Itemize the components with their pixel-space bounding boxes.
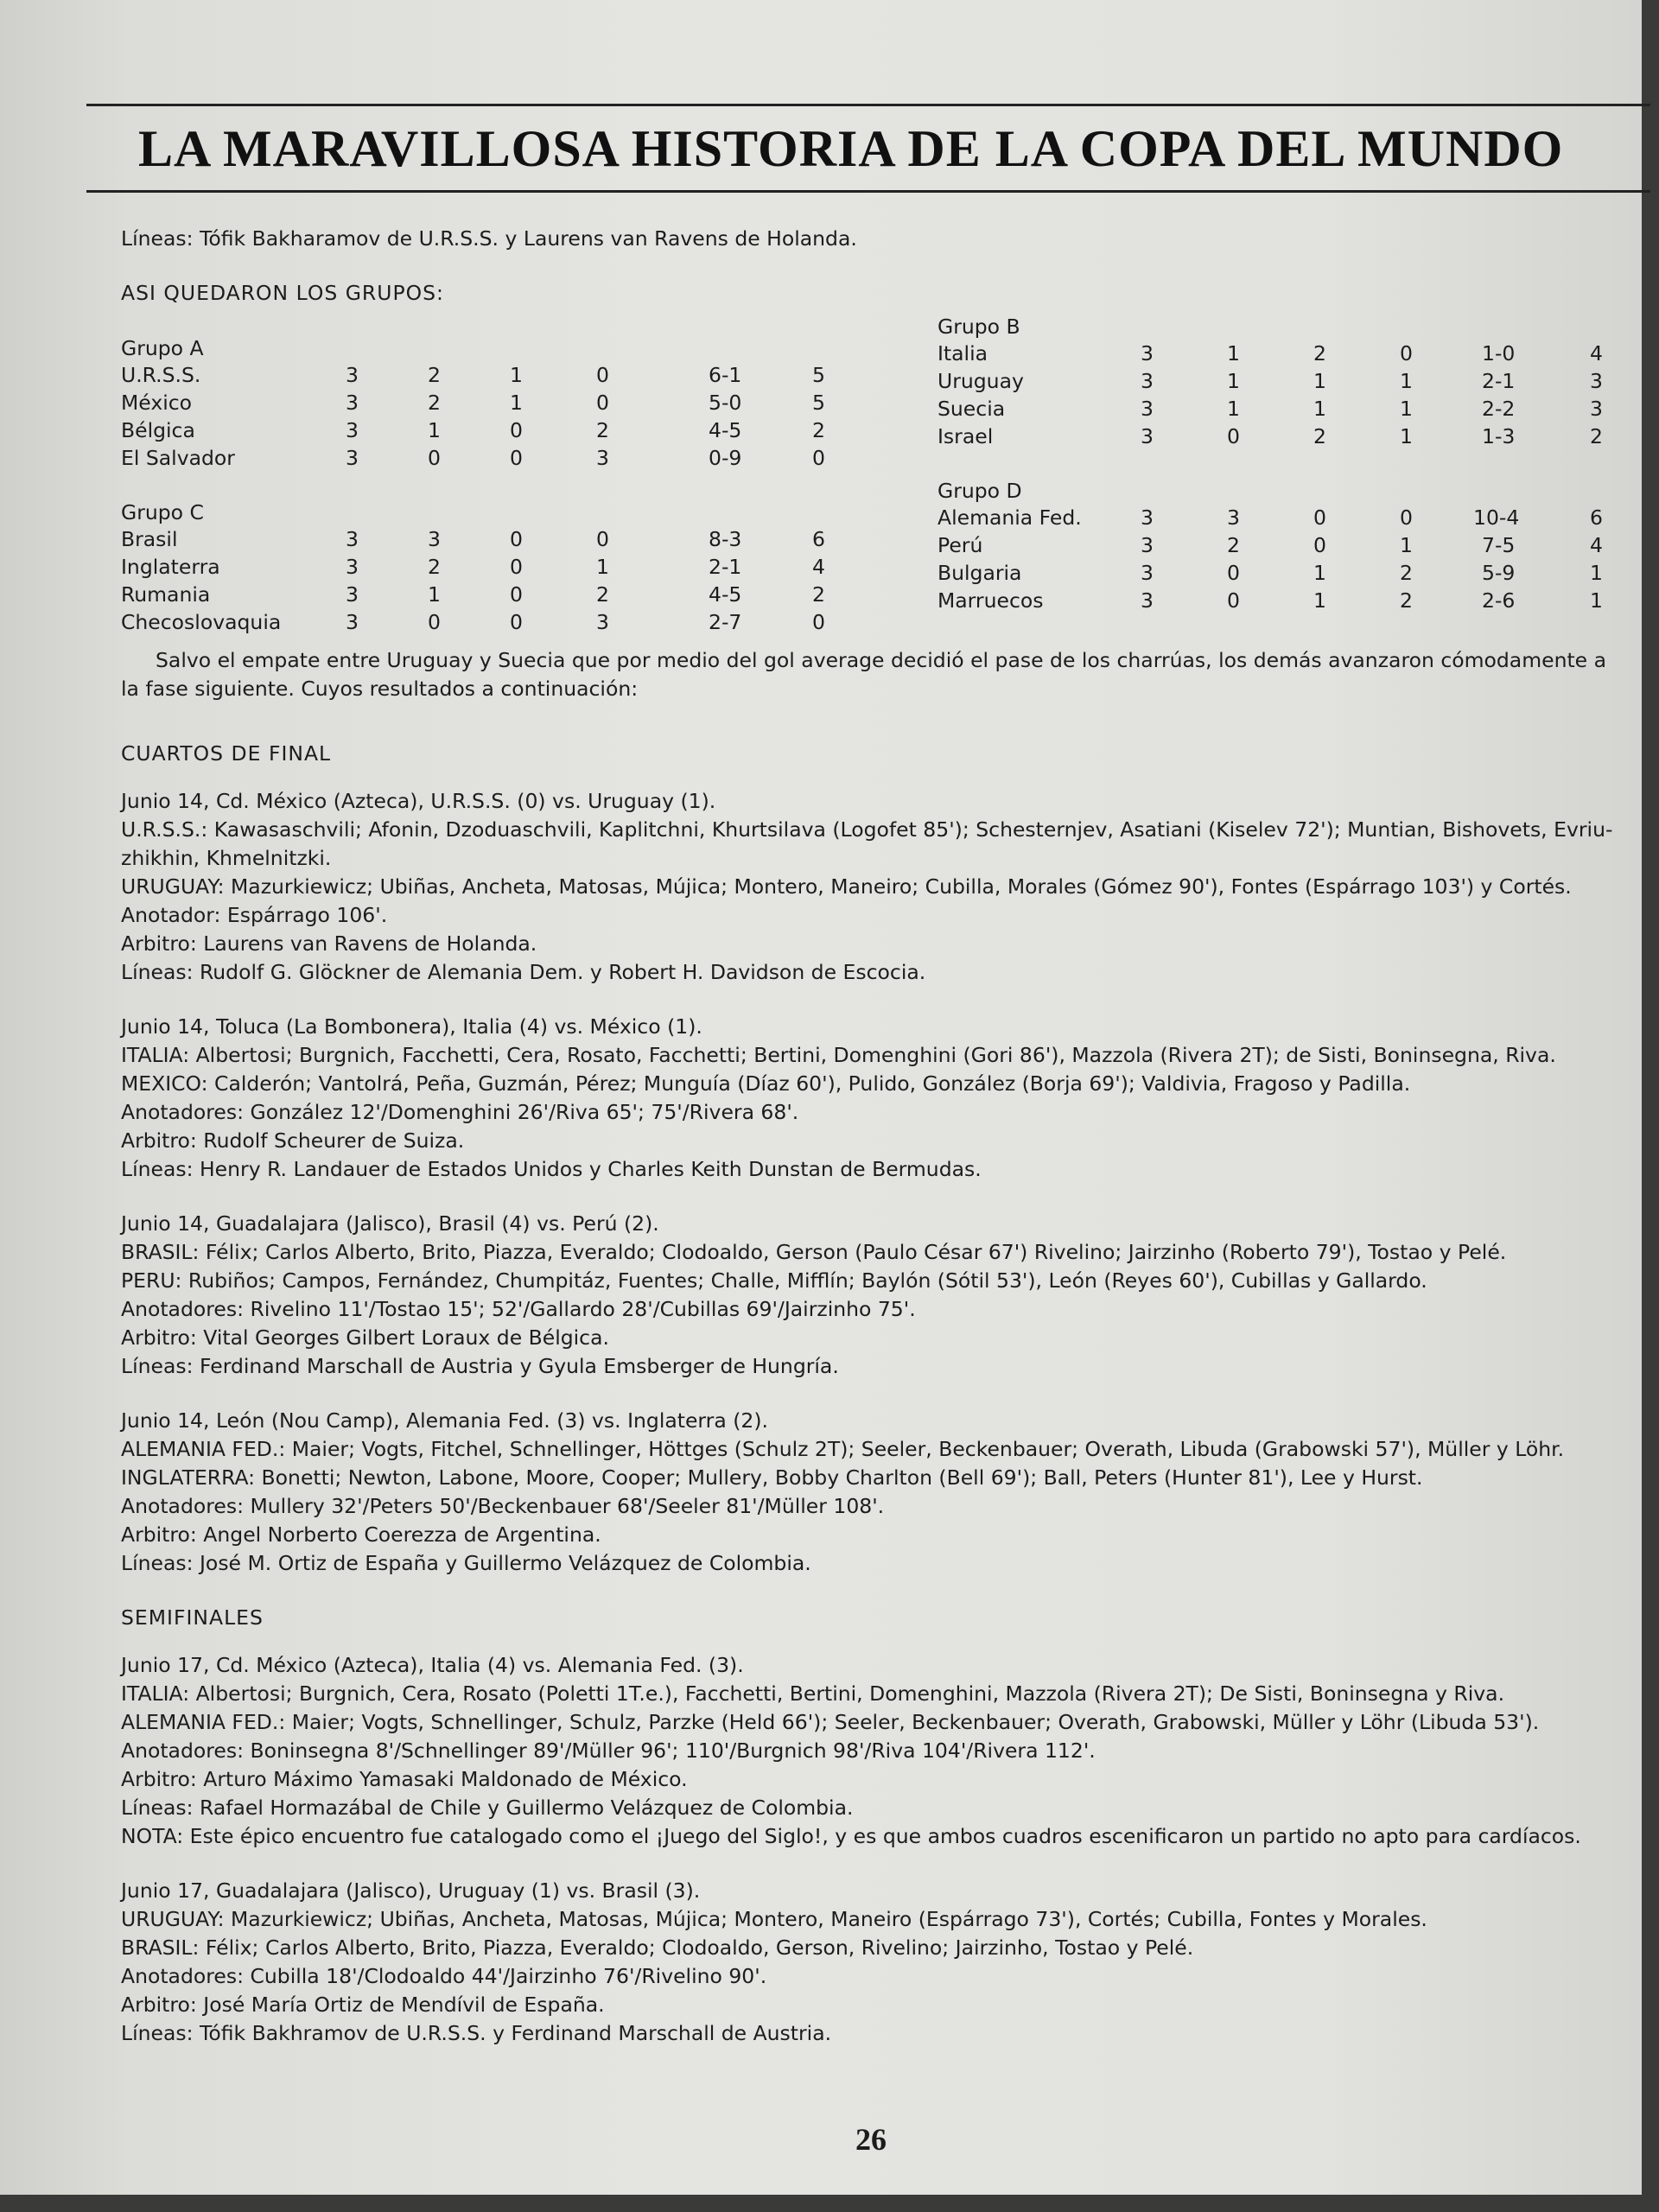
- goals: 4-5: [709, 418, 742, 442]
- played: 3: [1141, 341, 1154, 365]
- match-line: ALEMANIA FED.: Maier; Vogts, Schnellinger, Schulz, Parzke (Held 66'); Seeler, Beckenbauer; Overath, Grabowski, Müller y Löhr (Libuda 53').: [121, 1710, 1540, 1734]
- goals: 2-1: [1482, 369, 1516, 393]
- played: 3: [346, 418, 359, 442]
- standing-row: [938, 367, 1659, 395]
- match-line: Junio 14, Toluca (La Bombonera), Italia (4) vs. México (1).: [121, 1014, 702, 1039]
- match-line: Arbitro: Angel Norberto Coerezza de Argentina.: [121, 1522, 601, 1547]
- drawn: 0: [510, 527, 523, 551]
- lost: 1: [1400, 369, 1413, 393]
- match-line: Líneas: Ferdinand Marschall de Austria y Gyula Emsberger de Hungría.: [121, 1354, 839, 1378]
- goals: 7-5: [1482, 533, 1516, 557]
- drawn: 1: [1313, 588, 1326, 613]
- played: 3: [1141, 369, 1154, 393]
- match-line: ITALIA: Albertosi; Burgnich, Facchetti, Cera, Rosato, Facchetti; Bertini, Domenghini (Gori 86'), Mazzola (Rivera 2T); de Sisti, Boninsegna, Riva.: [121, 1043, 1556, 1067]
- played: 3: [346, 555, 359, 579]
- played: 3: [1141, 533, 1154, 557]
- points: 4: [1590, 533, 1603, 557]
- points: 5: [812, 363, 825, 387]
- played: 3: [346, 446, 359, 470]
- goals: 1-3: [1482, 424, 1516, 448]
- team-name: Perú: [938, 533, 983, 557]
- drawn: 1: [510, 391, 523, 415]
- won: 2: [428, 555, 441, 579]
- lost: 2: [596, 582, 609, 607]
- lost: 1: [596, 555, 609, 579]
- team-name: Marruecos: [938, 588, 1044, 613]
- header-rule-bottom: [86, 190, 1650, 193]
- played: 3: [346, 610, 359, 634]
- match-line: Anotadores: Mullery 32'/Peters 50'/Beckenbauer 68'/Seeler 81'/Müller 108'.: [121, 1494, 885, 1518]
- points: 1: [1590, 561, 1603, 585]
- won: 2: [428, 363, 441, 387]
- match-line: Líneas: Tófik Bakhramov de U.R.S.S. y Ferdinand Marschall de Austria.: [121, 2021, 832, 2045]
- quarterfinals-heading: CUARTOS DE FINAL: [121, 741, 332, 766]
- drawn: 1: [1313, 397, 1326, 421]
- lost: 0: [596, 527, 609, 551]
- played: 3: [1141, 588, 1154, 613]
- goals: 8-3: [709, 527, 742, 551]
- won: 2: [1227, 533, 1240, 557]
- match-line: Arbitro: José María Ortiz de Mendívil de España.: [121, 1993, 605, 2017]
- standing-row: [938, 340, 1659, 367]
- played: 3: [346, 582, 359, 607]
- won: 2: [428, 391, 441, 415]
- won: 0: [1227, 561, 1240, 585]
- points: 2: [812, 582, 825, 607]
- drawn: 2: [1313, 424, 1326, 448]
- played: 3: [346, 527, 359, 551]
- standing-row: [938, 587, 1659, 614]
- team-name: Israel: [938, 424, 994, 448]
- drawn: 1: [510, 363, 523, 387]
- semifinals-heading: SEMIFINALES: [121, 1605, 264, 1630]
- team-name: Rumania: [121, 582, 211, 607]
- standing-row: [938, 395, 1659, 423]
- standing-row: [938, 504, 1659, 531]
- won: 1: [1227, 397, 1240, 421]
- lost: 2: [1400, 588, 1413, 613]
- match-line: Arbitro: Rudolf Scheurer de Suiza.: [121, 1128, 465, 1153]
- won: 0: [1227, 588, 1240, 613]
- goals: 5-0: [709, 391, 742, 415]
- match-line: Junio 17, Guadalajara (Jalisco), Uruguay (1) vs. Brasil (3).: [121, 1878, 701, 1903]
- match-line: Anotadores: Boninsegna 8'/Schnellinger 89'/Müller 96'; 110'/Burgnich 98'/Riva 104'/Rivera 112'.: [121, 1738, 1096, 1763]
- won: 1: [428, 582, 441, 607]
- drawn: 0: [510, 582, 523, 607]
- points: 4: [812, 555, 825, 579]
- goals: 6-1: [709, 363, 742, 387]
- played: 3: [346, 391, 359, 415]
- match-line: INGLATERRA: Bonetti; Newton, Labone, Moore, Cooper; Mullery, Bobby Charlton (Bell 69'); Ball, Peters (Hunter 81'), Lee y Hurst.: [121, 1465, 1423, 1490]
- match-line: zhikhin, Khmelnitzki.: [121, 846, 332, 870]
- drawn: 0: [1313, 533, 1326, 557]
- page-content: [121, 225, 1624, 2074]
- lost: 0: [596, 363, 609, 387]
- played: 3: [1141, 561, 1154, 585]
- group-a-table: [121, 335, 847, 472]
- points: 6: [1590, 505, 1603, 530]
- points: 2: [1590, 424, 1603, 448]
- group-c-table: [121, 499, 847, 636]
- lost: 2: [596, 418, 609, 442]
- header-rule-top: [86, 104, 1650, 106]
- played: 3: [1141, 424, 1154, 448]
- played: 3: [1141, 505, 1154, 530]
- match-line: Anotadores: Rivelino 11'/Tostao 15'; 52'/Gallardo 28'/Cubillas 69'/Jairzinho 75'.: [121, 1297, 916, 1321]
- drawn: 0: [510, 446, 523, 470]
- drawn: 2: [1313, 341, 1326, 365]
- goals: 0-9: [709, 446, 742, 470]
- goals: 5-9: [1482, 561, 1516, 585]
- points: 2: [812, 418, 825, 442]
- groups-note: Salvo el empate entre Uruguay y Suecia que por medio del gol average decidió el pase de los charrúas, los demás avanzaron cómodamente a la fase siguiente. Cuyos resultados a continuación:: [121, 648, 1606, 701]
- won: 3: [1227, 505, 1240, 530]
- points: 5: [812, 391, 825, 415]
- match-line: ALEMANIA FED.: Maier; Vogts, Fitchel, Schnellinger, Höttges (Schulz 2T); Seeler, Beckenbauer; Overath, Libuda (Grabowski 57'), Müller y Löhr.: [121, 1437, 1565, 1461]
- drawn: 1: [1313, 561, 1326, 585]
- won: 1: [1227, 341, 1240, 365]
- team-name: Bulgaria: [938, 561, 1022, 585]
- group-title: Grupo C: [121, 500, 204, 524]
- points: 4: [1590, 341, 1603, 365]
- match-line: URUGUAY: Mazurkiewicz; Ubiñas, Ancheta, Matosas, Mújica; Montero, Maneiro; Cubilla, Morales (Gómez 90'), Fontes (Espárrago 103') y Cortés.: [121, 874, 1572, 899]
- won: 0: [428, 610, 441, 634]
- points: 6: [812, 527, 825, 551]
- match-block: [121, 1877, 1624, 2048]
- page-title: LA MARAVILLOSA HISTORIA DE LA COPA DEL MUNDO: [138, 120, 1564, 177]
- quarterfinals-matches: [121, 787, 1624, 1578]
- team-name: Uruguay: [938, 369, 1024, 393]
- lost: 0: [1400, 505, 1413, 530]
- match-line: NOTA: Este épico encuentro fue catalogado como el ¡Juego del Siglo!, y es que ambos cuadros escenificaron un partido no apto para cardíacos.: [121, 1824, 1581, 1848]
- groups-heading: ASI QUEDARON LOS GRUPOS:: [121, 281, 444, 305]
- goals: 10-4: [1473, 505, 1520, 530]
- team-name: Alemania Fed.: [938, 505, 1082, 530]
- page-number: 26: [855, 2122, 887, 2157]
- team-name: México: [121, 391, 193, 415]
- match-line: MEXICO: Calderón; Vantolrá, Peña, Guzmán, Pérez; Munguía (Díaz 60'), Pulido, González (Borja 69'); Valdivia, Fragoso y Padilla.: [121, 1071, 1411, 1096]
- match-line: Líneas: Rudolf G. Glöckner de Alemania Dem. y Robert H. Davidson de Escocia.: [121, 960, 926, 984]
- match-line: BRASIL: Félix; Carlos Alberto, Brito, Piazza, Everaldo; Clodoaldo, Gerson, Rivelino; Jairzinho, Tostao y Pelé.: [121, 1936, 1194, 1960]
- won: 1: [428, 418, 441, 442]
- goals: 2-2: [1482, 397, 1516, 421]
- groups-standings: [121, 315, 1624, 634]
- team-name: Suecia: [938, 397, 1006, 421]
- team-name: U.R.S.S.: [121, 363, 201, 387]
- intro-line: Líneas: Tófik Bakharamov de U.R.S.S. y Laurens van Ravens de Holanda.: [121, 226, 857, 251]
- match-line: BRASIL: Félix; Carlos Alberto, Brito, Piazza, Everaldo; Clodoaldo, Gerson (Paulo César 67') Rivelino; Jairzinho (Roberto 79'), Tostao y Pelé.: [121, 1240, 1507, 1264]
- standing-row: [121, 608, 847, 636]
- played: 3: [346, 363, 359, 387]
- standing-row: [121, 581, 847, 608]
- match-line: Líneas: Henry R. Landauer de Estados Unidos y Charles Keith Dunstan de Bermudas.: [121, 1157, 982, 1181]
- match-line: ITALIA: Albertosi; Burgnich, Cera, Rosato (Poletti 1T.e.), Facchetti, Bertini, Domenghini, Mazzola (Rivera 2T); De Sisti, Boninsegna y Riva.: [121, 1681, 1505, 1706]
- won: 3: [428, 527, 441, 551]
- match-line: Junio 17, Cd. México (Azteca), Italia (4) vs. Alemania Fed. (3).: [121, 1653, 744, 1677]
- won: 0: [428, 446, 441, 470]
- match-line: Líneas: Rafael Hormazábal de Chile y Guillermo Velázquez de Colombia.: [121, 1796, 854, 1820]
- drawn: 1: [1313, 369, 1326, 393]
- group-title: Grupo B: [938, 315, 1020, 339]
- match-line: Anotador: Espárrago 106'.: [121, 903, 388, 927]
- points: 1: [1590, 588, 1603, 613]
- match-line: Junio 14, Cd. México (Azteca), U.R.S.S. (0) vs. Uruguay (1).: [121, 789, 716, 813]
- match-block: [121, 1651, 1624, 1851]
- group-title: Grupo D: [938, 479, 1022, 503]
- lost: 3: [596, 610, 609, 634]
- standing-row: [121, 416, 847, 444]
- group-title: Grupo A: [121, 336, 204, 360]
- team-name: Brasil: [121, 527, 178, 551]
- goals: 4-5: [709, 582, 742, 607]
- group-d-table: [938, 478, 1659, 614]
- goals: 2-1: [709, 555, 742, 579]
- match-line: U.R.S.S.: Kawasaschvili; Afonin, Dzoduaschvili, Kaplitchni, Khurtsilava (Logofet 85'); Schesternjev, Asatiani (Kiselev 72'); Muntian, Bishovets, Evriu-: [121, 817, 1613, 842]
- drawn: 0: [510, 610, 523, 634]
- lost: 3: [596, 446, 609, 470]
- goals: 2-7: [709, 610, 742, 634]
- points: 0: [812, 446, 825, 470]
- drawn: 0: [1313, 505, 1326, 530]
- match-block: [121, 1407, 1624, 1578]
- team-name: Italia: [938, 341, 988, 365]
- match-line: Anotadores: González 12'/Domenghini 26'/Riva 65'; 75'/Rivera 68'.: [121, 1100, 799, 1124]
- match-block: [121, 1013, 1624, 1184]
- lost: 0: [1400, 341, 1413, 365]
- match-line: URUGUAY: Mazurkiewicz; Ubiñas, Ancheta, Matosas, Mújica; Montero, Maneiro (Espárrago 73'), Cortés; Cubilla, Fontes y Morales.: [121, 1907, 1427, 1931]
- team-name: Checoslovaquia: [121, 610, 282, 634]
- standing-row: [121, 525, 847, 553]
- played: 3: [1141, 397, 1154, 421]
- points: 3: [1590, 369, 1603, 393]
- goals: 2-6: [1482, 588, 1516, 613]
- match-line: Junio 14, León (Nou Camp), Alemania Fed. (3) vs. Inglaterra (2).: [121, 1408, 768, 1433]
- match-block: [121, 787, 1624, 987]
- match-line: Arbitro: Arturo Máximo Yamasaki Maldonado de México.: [121, 1767, 688, 1791]
- lost: 0: [596, 391, 609, 415]
- standing-row: [121, 444, 847, 472]
- points: 0: [812, 610, 825, 634]
- team-name: Inglaterra: [121, 555, 220, 579]
- match-line: Anotadores: Cubilla 18'/Clodoaldo 44'/Jairzinho 76'/Rivelino 90'.: [121, 1964, 767, 1988]
- goals: 1-0: [1482, 341, 1516, 365]
- match-block: [121, 1210, 1624, 1381]
- standing-row: [121, 553, 847, 581]
- team-name: El Salvador: [121, 446, 235, 470]
- points: 3: [1590, 397, 1603, 421]
- standing-row: [121, 389, 847, 416]
- drawn: 0: [510, 418, 523, 442]
- lost: 1: [1400, 533, 1413, 557]
- won: 0: [1227, 424, 1240, 448]
- semifinals-matches: [121, 1651, 1624, 2048]
- match-line: PERU: Rubiños; Campos, Fernández, Chumpitáz, Fuentes; Challe, Mifflín; Baylón (Sótil 53'), León (Reyes 60'), Cubillas y Gallardo.: [121, 1268, 1427, 1293]
- lost: 1: [1400, 424, 1413, 448]
- standing-row: [938, 531, 1659, 559]
- match-line: Junio 14, Guadalajara (Jalisco), Brasil (4) vs. Perú (2).: [121, 1211, 659, 1236]
- won: 1: [1227, 369, 1240, 393]
- match-line: Líneas: José M. Ortiz de España y Guillermo Velázquez de Colombia.: [121, 1551, 811, 1575]
- standing-row: [121, 361, 847, 389]
- standing-row: [938, 423, 1659, 450]
- match-line: Arbitro: Laurens van Ravens de Holanda.: [121, 931, 537, 956]
- group-b-table: [938, 314, 1659, 450]
- lost: 1: [1400, 397, 1413, 421]
- standing-row: [938, 559, 1659, 587]
- lost: 2: [1400, 561, 1413, 585]
- match-line: Arbitro: Vital Georges Gilbert Loraux de Bélgica.: [121, 1325, 609, 1350]
- team-name: Bélgica: [121, 418, 195, 442]
- drawn: 0: [510, 555, 523, 579]
